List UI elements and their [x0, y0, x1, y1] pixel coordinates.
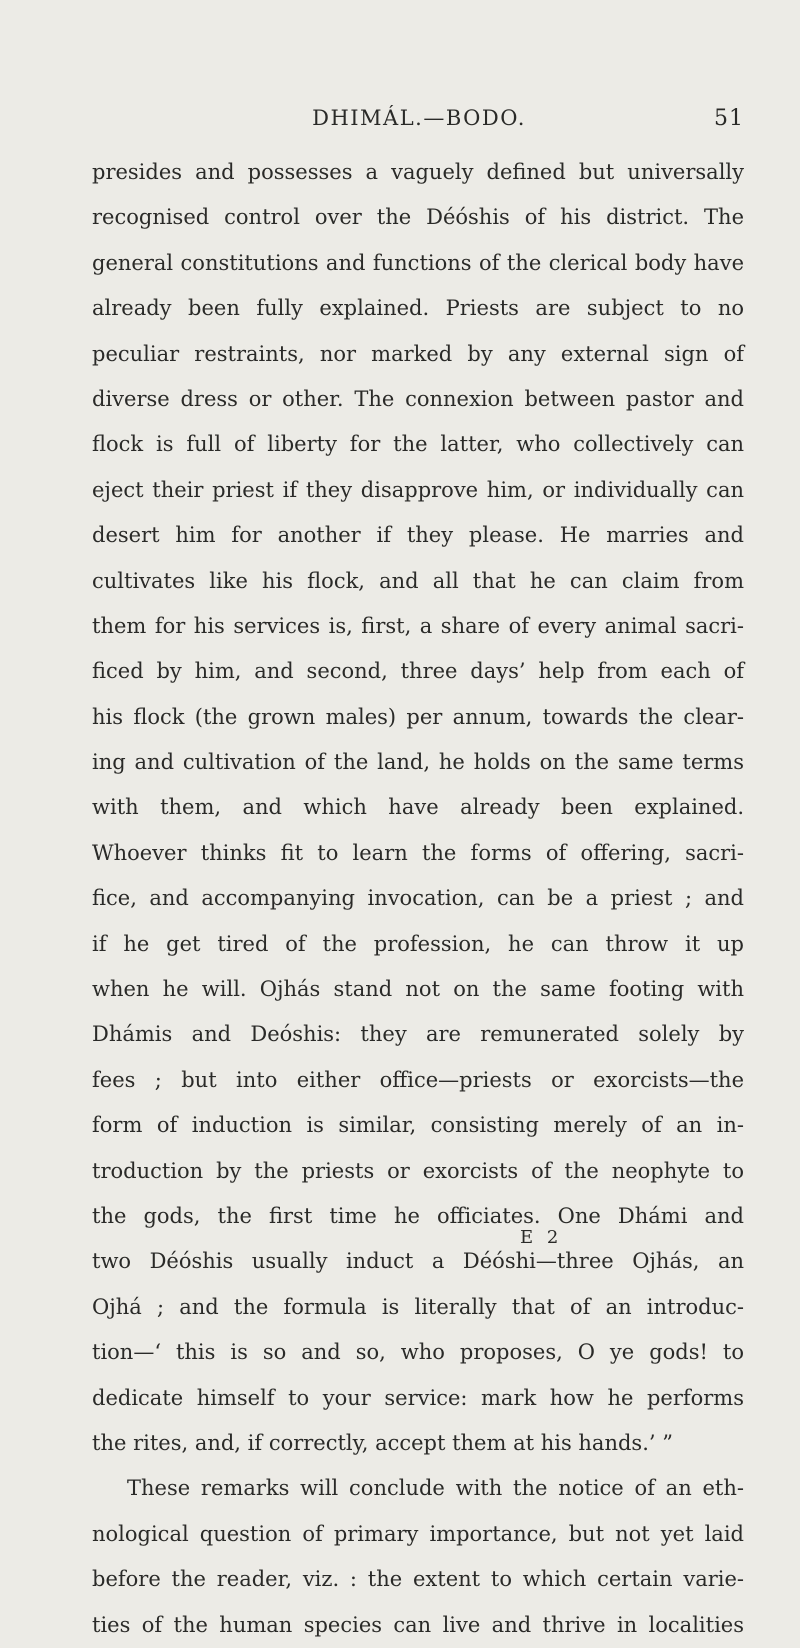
running-head [94, 106, 744, 142]
text-line: ficed by him, and second, three days’ help from each of [92, 659, 744, 684]
text-line: peculiar restraints, nor marked by any external sign of [92, 341, 744, 366]
text-line: ties of the human species can live and thrive in localities [92, 1612, 744, 1637]
text-line: when he will. Ojhás stand not on the same footing with [92, 977, 744, 1002]
text-line: the gods, the first time he officiates. One Dhámi and [92, 1203, 744, 1228]
text-line: desert him for another if they please. He marries and [92, 523, 744, 548]
text-line: his flock (the grown males) per annum, towards the clear- [92, 704, 744, 729]
text-line: tion—‘ this is so and so, who proposes, O ye gods! to [92, 1340, 744, 1365]
paragraph-end-line: the rites, and, if correctly, accept them at his hands.’ ” [92, 1430, 673, 1455]
text-line: Dhámis and Deóshis: they are remunerated solely by [92, 1022, 744, 1047]
text-line: if he get tired of the profession, he can throw it up [92, 931, 744, 956]
text-line: fees ; but into either office—priests or exorcists—the [92, 1067, 744, 1092]
text-line: before the reader, viz. : the extent to which certain varie- [92, 1567, 744, 1592]
text-line: with them, and which have already been explained. [92, 795, 744, 820]
running-title: DHIMÁL.—BODO. [312, 106, 526, 130]
text-line: general constitutions and functions of the clerical body have [92, 250, 744, 275]
body-text [92, 150, 744, 1648]
text-line: dedicate himself to your service: mark how he performs [92, 1385, 744, 1410]
text-line: flock is full of liberty for the latter, who collectively can [92, 432, 744, 457]
text-line: Ojhá ; and the formula is literally that of an introduc- [92, 1294, 744, 1319]
text-line: two Déóshis usually induct a Déóshi—three Ojhás, an [92, 1249, 744, 1274]
text-line: them for his services is, first, a share of every animal sacri- [92, 613, 744, 638]
text-line: form of induction is similar, consisting merely of an in- [92, 1113, 744, 1138]
text-line: fice, and accompanying invocation, can be a priest ; and [92, 886, 744, 911]
text-line: ing and cultivation of the land, he holds on the same terms [92, 750, 744, 775]
page-number: 51 [714, 106, 744, 131]
text-line: troduction by the priests or exorcists of the neophyte to [92, 1158, 744, 1183]
text-line: already been fully explained. Priests are subject to no [92, 296, 744, 321]
text-line: recognised control over the Déóshis of his district. The [92, 205, 744, 230]
text-line: Whoever thinks fit to learn the forms of offering, sacri- [92, 840, 744, 865]
text-line: nological question of primary importance, but not yet laid [92, 1521, 744, 1546]
signature-mark: E 2 [520, 1227, 563, 1248]
text-line: eject their priest if they disapprove him, or individually can [92, 477, 744, 502]
text-line: diverse dress or other. The connexion between pastor and [92, 386, 744, 411]
text-line: presides and possesses a vaguely defined but universally [92, 160, 744, 184]
text-line: cultivates like his flock, and all that he can claim from [92, 568, 744, 593]
paragraph-start-line: These remarks will conclude with the notice of an eth- [127, 1476, 744, 1501]
